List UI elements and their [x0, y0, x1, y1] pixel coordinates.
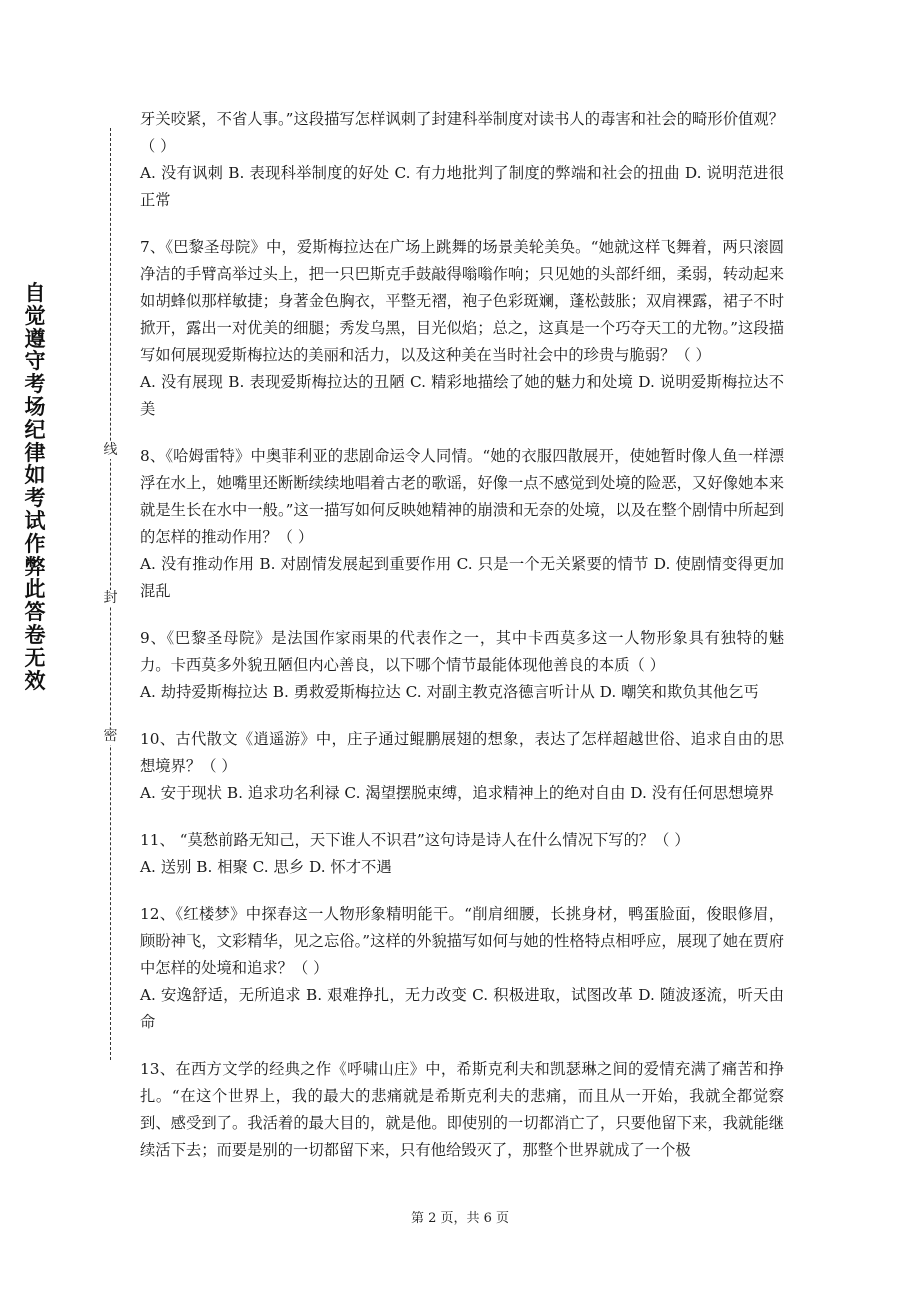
question-options: A. 没有讽刺 B. 表现科举制度的好处 C. 有力地批判了制度的弊端和社会的扭曲 D. 说明范进很正常: [140, 164, 784, 209]
question-options: A. 安于现状 B. 追求功名利禄 C. 渴望摆脱束缚，追求精神上的绝对自由 D. 没有任何思想境界: [140, 784, 775, 802]
question-stem: 13、在西方文学的经典之作《呼啸山庄》中，希斯克利夫和凯瑟琳之间的爱情充满了痛苦和挣扎。“在这个世界上，我的最大的悲痛就是希斯克利夫的悲痛，而且从一开始，我就全都觉察到、感受到了。我活着的最大目的，就是他。即使别的一切都消亡了，只要他留下来，我就能继续活下去；而要是别的一切都留下来，只有他给毁灭了，那整个世界就成了一个极: [140, 1060, 784, 1159]
question-stem: 8、《哈姆雷特》中奥菲利亚的悲剧命运令人同情。“她的衣服四散展开，使她暂时像人鱼一样漂浮在水上，她嘴里还断断续续地唱着古老的歌谣，好像一点不感觉到处境的险恶，又好像她本来就是生长在水中一般。”这一描写如何反映她精神的崩溃和无奈的处境，以及在整个剧情中所起到的怎样的推动作用？（ ）: [140, 447, 784, 546]
question-9: [140, 625, 784, 706]
question-options: A. 送别 B. 相聚 C. 思乡 D. 怀才不遇: [140, 858, 392, 876]
question-11: [140, 827, 784, 881]
exam-discipline-notice: 自 觉 遵 守 考 场 纪 律 如 考 试 作 弊 此 答 卷 无 效: [24, 281, 46, 693]
question-12: [140, 901, 784, 1036]
question-13: [140, 1056, 784, 1164]
question-10: [140, 726, 784, 807]
question-8: [140, 443, 784, 605]
page-number: 第 2 页，共 6 页: [410, 1211, 510, 1226]
question-stem: 9、《巴黎圣母院》是法国作家雨果的代表作之一，其中卡西莫多这一人物形象具有独特的魅力。卡西莫多外貌丑陋但内心善良，以下哪个情节最能体现他善良的本质（ ）: [140, 629, 784, 674]
question-options: A. 没有展现 B. 表现爱斯梅拉达的丑陋 C. 精彩地描绘了她的魅力和处境 D. 说明爱斯梅拉达不美: [140, 373, 784, 418]
question-options: A. 劫持爱斯梅拉达 B. 勇救爱斯梅拉达 C. 对副主教克洛德言听计从 D. 嘲笑和欺负其他乞丐: [140, 683, 759, 701]
binding-mark-mi: 密: [103, 728, 118, 744]
binding-mark-xian: 线: [103, 442, 118, 458]
question-stem: 11、 “莫愁前路无知己，天下谁人不识君”这句诗是诗人在什么情况下写的？（ ）: [140, 831, 690, 849]
question-options: A. 没有推动作用 B. 对剧情发展起到重要作用 C. 只是一个无关紧要的情节 D. 使剧情变得更加混乱: [140, 555, 784, 600]
question-6-tail: [140, 106, 784, 214]
question-stem: 12、《红楼梦》中探春这一人物形象精明能干。“削肩细腰，长挑身材，鸭蛋脸面，俊眼修眉，顾盼神飞，文彩精华，见之忘俗。”这样的外貌描写如何与她的性格特点相呼应，展现了她在贾府中怎样的处境和追求？（ ）: [140, 905, 784, 977]
question-7: [140, 234, 784, 423]
question-stem: 牙关咬紧，不省人事。”这段描写怎样讽刺了封建科举制度对读书人的毒害和社会的畸形价值观？（ ）: [140, 110, 784, 155]
question-stem: 10、古代散文《逍遥游》中，庄子通过鲲鹏展翅的想象，表达了怎样超越世俗、追求自由的思想境界？（ ）: [140, 730, 784, 775]
question-list: [140, 106, 784, 1184]
binding-mark-feng: 封: [103, 590, 118, 606]
question-options: A. 安逸舒适，无所追求 B. 艰难挣扎，无力改变 C. 积极进取，试图改革 D. 随波逐流，听天由命: [140, 986, 784, 1031]
question-stem: 7、《巴黎圣母院》中，爱斯梅拉达在广场上跳舞的场景美轮美奂。“她就这样飞舞着，两只滚圆净洁的手臂高举过头上，把一只巴斯克手鼓敲得嗡嗡作响；只见她的头部纤细，柔弱，转动起来如胡蜂似那样敏捷；身著金色胸衣，平整无褶，袍子色彩斑斓，蓬松鼓胀；双肩裸露，裙子不时掀开，露出一对优美的细腿；秀发乌黑，目光似焰；总之，这真是一个巧夺天工的尤物。”这段描写如何展现爱斯梅拉达的美丽和活力，以及这种美在当时社会中的珍贵与脆弱？（ ）: [140, 238, 784, 364]
